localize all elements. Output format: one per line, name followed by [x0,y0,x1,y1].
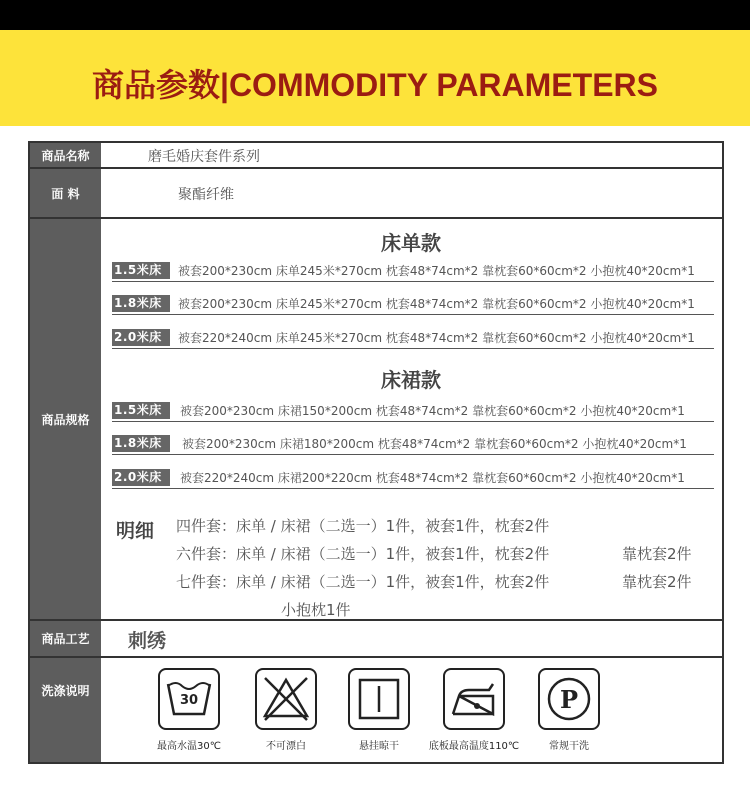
detail-seven-piece: 七件套：床单 / 床裙（二选一）1件，被套1件，枕套2件 [176,573,550,591]
size-tag: 1.5米床 [112,402,170,419]
size-row [112,400,714,422]
size-row [112,467,714,489]
dry-clean-p-icon [538,668,600,730]
wash-caption: 最高水温30℃ [157,741,221,752]
fabric-value: 聚酯纤维 [178,187,234,203]
fabric-label: 面 料 [30,169,101,217]
parameters-table [28,141,724,764]
iron-icon [443,668,505,730]
wash-caption: 悬挂晾干 [359,741,399,752]
wash-caption: 底板最高温度110℃ [428,741,520,752]
top-black-strip [0,0,750,30]
skirt-style-title: 床裙款 [381,368,441,392]
product-name-value: 磨毛婚庆套件系列 [148,149,260,165]
size-desc: 被套200*230cm 床单245米*270cm 枕套48*74cm*2 靠枕套60*60cm*2 小抱枕40*20cm*1 [178,297,695,311]
no-bleach-icon [255,668,317,730]
size-tag: 2.0米床 [112,469,170,486]
size-tag: 2.0米床 [112,329,170,346]
size-desc: 被套200*230cm 床裙180*200cm 枕套48*74cm*2 靠枕套60*60cm*2 小抱枕40*20cm*1 [182,437,687,451]
wash-caption: 常规干洗 [549,741,589,752]
craft-value: 刺绣 [128,630,167,652]
wash-caption: 不可漂白 [266,741,306,752]
wash-label: 洗涤说明 [30,658,101,762]
detail-seven-extra: 靠枕套2件 [622,573,692,591]
banner-title: 商品参数|COMMODITY PARAMETERS [91,67,658,103]
product-name-label: 商品名称 [30,143,101,167]
row-divider [30,167,722,169]
size-desc: 被套200*230cm 床单245米*270cm 枕套48*74cm*2 靠枕套60*60cm*2 小抱枕40*20cm*1 [178,264,695,278]
size-desc: 被套220*240cm 床单245米*270cm 枕套48*74cm*2 靠枕套60*60cm*2 小抱枕40*20cm*1 [178,331,695,345]
size-row [112,327,714,349]
wash-temperature-text: 30 [179,693,199,708]
row-divider [30,656,722,658]
dry-clean-letter: P [559,685,579,714]
details-title: 明细 [116,520,155,542]
detail-six-extra: 靠枕套2件 [622,545,692,563]
row-divider [30,619,722,621]
size-row [112,293,714,315]
detail-four-piece: 四件套：床单 / 床裙（二选一）1件，被套1件，枕套2件 [176,517,550,535]
size-tag: 1.8米床 [112,295,170,312]
detail-six-piece: 六件套：床单 / 床裙（二选一）1件，被套1件，枕套2件 [176,545,550,563]
sheet-style-title: 床单款 [381,231,441,255]
size-tag: 1.8米床 [112,435,170,452]
detail-seven-more: 小抱枕1件 [281,601,351,619]
size-row [112,433,714,455]
size-desc: 被套220*240cm 床裙200*220cm 枕套48*74cm*2 靠枕套60*60cm*2 小抱枕40*20cm*1 [180,471,685,485]
row-divider [30,217,722,219]
size-tag: 1.5米床 [112,262,170,279]
spec-label: 商品规格 [30,219,101,619]
craft-label: 商品工艺 [30,621,101,656]
size-desc: 被套200*230cm 床裙150*200cm 枕套48*74cm*2 靠枕套60*60cm*2 小抱枕40*20cm*1 [180,404,685,418]
wash-30-icon [158,668,220,730]
hang-dry-icon [348,668,410,730]
size-row [112,260,714,282]
